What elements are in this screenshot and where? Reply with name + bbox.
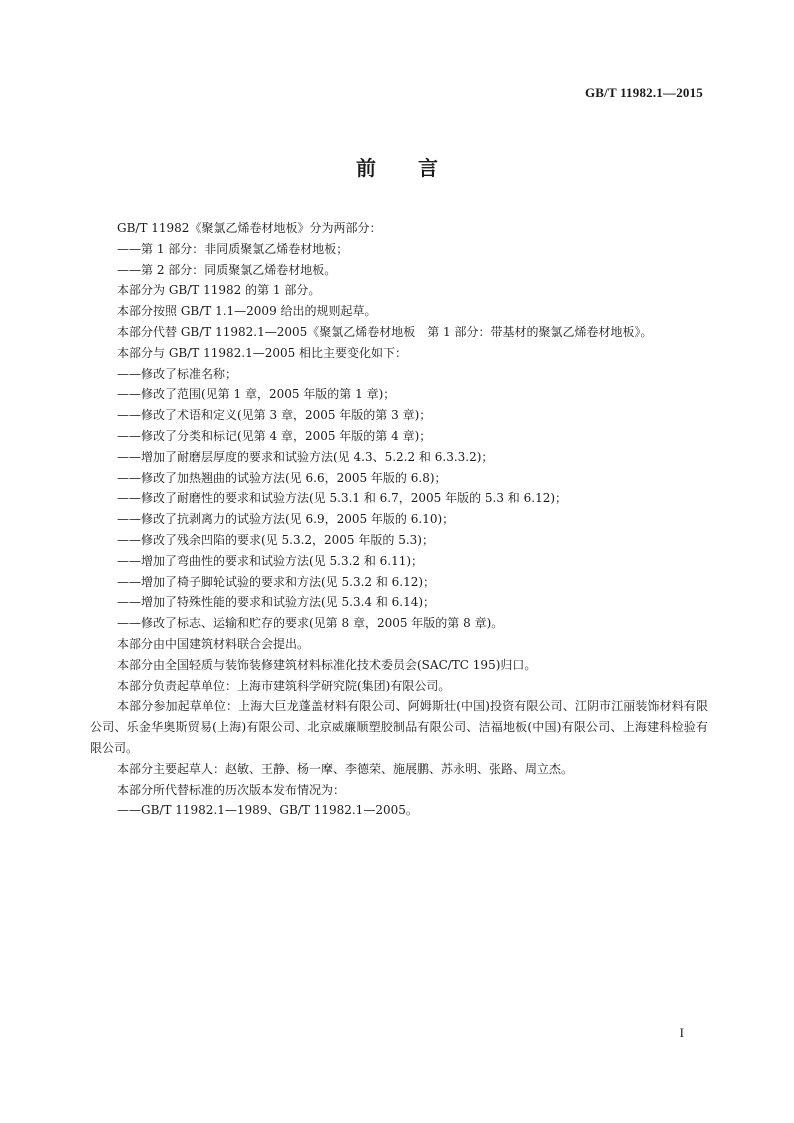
paragraph: ——增加了椅子脚轮试验的要求和方法(见 5.3.2 和 6.12)； [117,574,436,589]
paragraph: ——增加了弯曲性的要求和试验方法(见 5.3.2 和 6.11)； [117,553,424,568]
paragraph: ——第 2 部分：同质聚氯乙烯卷材地板。 [117,262,337,277]
paragraph: ——修改了标准名称； [117,366,238,381]
paragraph: ——第 1 部分：非同质聚氯乙烯卷材地板； [117,241,349,256]
paragraph: 本部分代替 GB/T 11982.1—2005《聚氯乙烯卷材地板 第 1 部分：带基材的聚氯乙烯卷材地板》。 [117,324,653,339]
paragraph: ——修改了残余凹陷的要求(见 5.3.2，2005 年版的 5.3)； [117,532,434,547]
paragraph: ——修改了范围(见第 1 章，2005 年版的第 1 章)； [117,387,396,402]
paragraph: ——修改了标志、运输和贮存的要求(见第 8 章，2005 年版的第 8 章)。 [117,616,504,631]
page-title [0,152,794,181]
paragraph: 本部分与 GB/T 11982.1—2005 相比主要变化如下： [117,345,408,360]
foreword-body [90,218,708,821]
paragraph: GB/T 11982《聚氯乙烯卷材地板》分为两部分： [117,221,382,235]
paragraph: 本部分为 GB/T 11982 的第 1 部分。 [117,283,321,298]
paragraph: 本部分所代替标准的历次版本发布情况为： [117,782,346,797]
paragraph: 本部分参加起草单位：上海大巨龙蓬盖材料有限公司、阿姆斯壮(中国)投资有限公司、江阴市江丽装饰材料有限公司、乐金华奥斯贸易(上海)有限公司、北京威廉顺塑胶制品有限公司、洁福地板(中国)有限公司、上海建科检验有限公司。 [90,699,708,755]
paragraph: ——修改了加热翘曲的试验方法(见 6.6，2005 年版的 6.8)； [117,470,447,485]
title-char-2: 言 [418,156,438,180]
paragraph: ——修改了术语和定义(见第 3 章，2005 年版的第 3 章)； [117,408,432,423]
paragraph: 本部分负责起草单位：上海市建筑科学研究院(集团)有限公司。 [117,678,451,693]
paragraph: 本部分主要起草人：赵敏、王静、杨一摩、李德荣、施展鹏、苏永明、张路、周立杰。 [117,761,574,776]
paragraph: ——修改了抗剥离力的试验方法(见 6.9，2005 年版的 6.10)； [117,512,455,527]
paragraph: ——修改了分类和标记(见第 4 章，2005 年版的第 4 章)； [117,428,432,443]
paragraph: ——增加了特殊性能的要求和试验方法(见 5.3.4 和 6.14)； [117,595,436,610]
paragraph: ——修改了耐磨性的要求和试验方法(见 5.3.1 和 6.7，2005 年版的 5.3 和 6.12)； [117,491,568,506]
page-number: I [679,1025,684,1040]
paragraph: ——GB/T 11982.1—1989、GB/T 11982.1—2005。 [117,803,418,818]
paragraph: 本部分由全国轻质与装饰装修建筑材料标准化技术委员会(SAC/TC 195)归口。 [117,657,537,672]
paragraph: 本部分按照 GB/T 1.1—2009 给出的规则起草。 [117,304,377,319]
standard-code: GB/T 11982.1—2015 [584,85,703,100]
paragraph: ——增加了耐磨层厚度的要求和试验方法(见 4.3、5.2.2 和 6.3.3.2)； [117,449,494,464]
paragraph: 本部分由中国建筑材料联合会提出。 [117,636,310,651]
title-char-1: 前 [356,156,376,180]
